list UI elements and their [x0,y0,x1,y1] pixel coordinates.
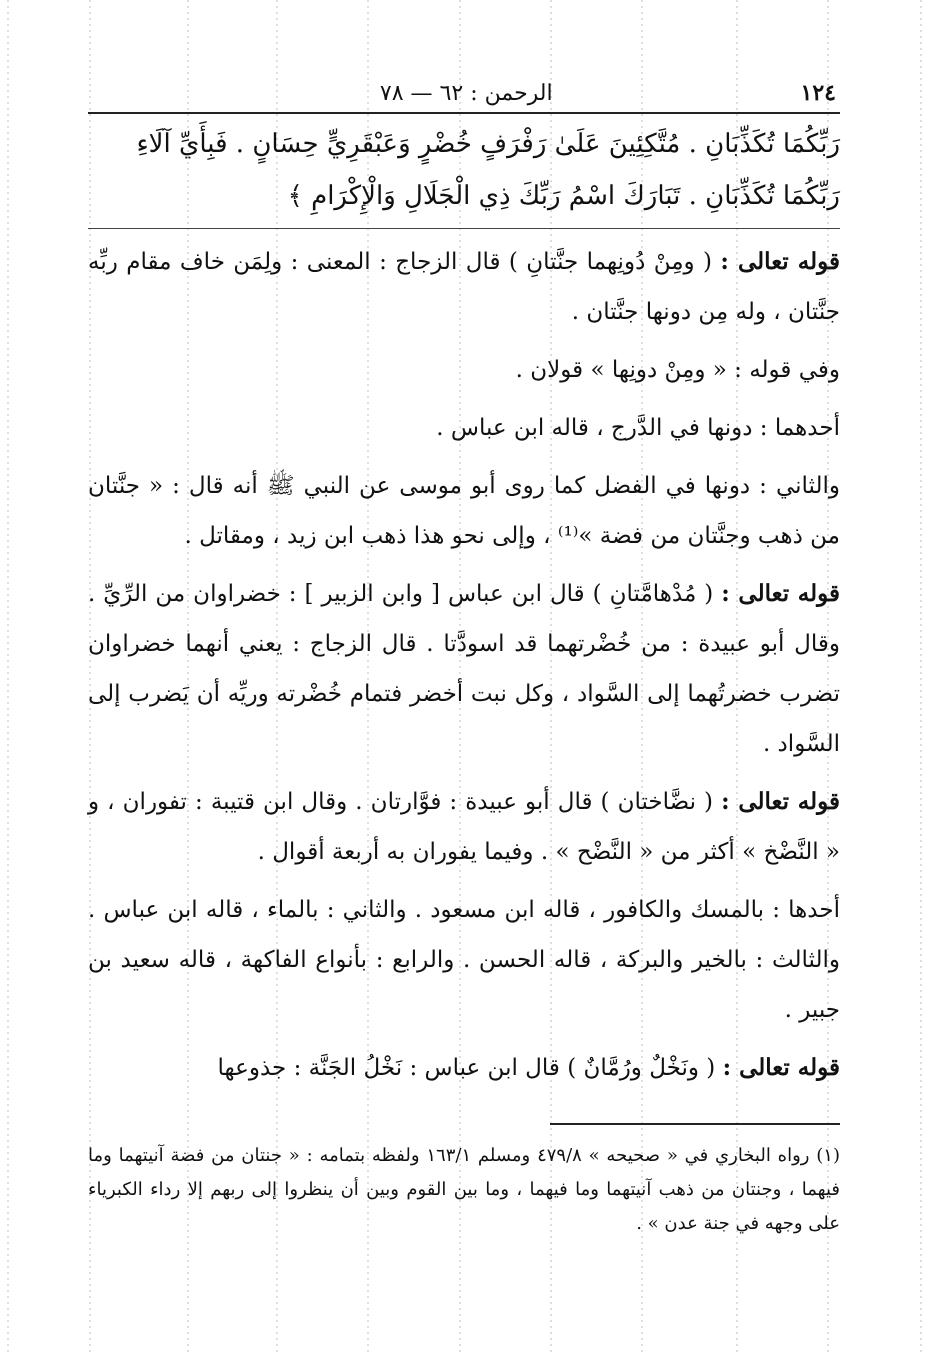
paragraph-text: ( نضَّاختان ) قال أبو عبيدة : فوَّارتان . وقال ابن قتيبة : تفوران ، و « النَّضْخ » أكثر من « النَّضْح » . وفيما يفوران به أربعة أقوال . [88,789,840,865]
commentary-paragraph [88,237,840,337]
paragraph-lead: قوله تعالى : [721,580,840,607]
paragraph-text: ( ونَخْلٌ ورُمَّانٌ ) قال ابن عباس : نَخْلُ الجَنَّة : جذوعها [217,1055,723,1081]
paragraph-text: ( مُدْهامَّتانِ ) قال ابن عباس [ وابن الزبير ] : خضراوان من الرِّيِّ . وقال أبو عبيدة : من خُضْرتهما قد اسودَّتا . قال الزجاج : يعني أنهما خضراوان تضرب خضرتُهما إلى السَّواد ، وكل نبت أخضر فتمام خُضْرته وريِّه أن يَضرب إلى السَّواد . [88,581,840,757]
footnotes [88,1139,840,1241]
paragraph-lead: قوله تعالى : [720,248,840,275]
paragraph-text: ( ومِنْ دُونِهما جنَّتانِ ) قال الزجاج : المعنى : ولِمَن خاف مقام ربِّه جنَّتان ، وله مِن دونها جنَّتان . [88,249,840,325]
paragraph-lead: قوله تعالى : [721,788,840,815]
commentary-paragraph [88,1043,840,1093]
paragraph-text: وفي قوله : « ومِنْ دونِها » قولان . [515,357,840,383]
commentary-paragraph [88,461,840,561]
commentary-paragraph [88,569,840,769]
page-number: ١٢٤ [800,80,836,106]
footnote-divider [550,1123,840,1125]
running-title: الرحمن : ٦٢ — ٧٨ [379,81,553,106]
paragraph-text: أحدها : بالمسك والكافور ، قاله ابن مسعود . والثاني : بالماء ، قاله ابن عباس . والثالث : بالخير والبركة ، قاله الحسن . والرابع : بأنواع الفاكهة ، قاله سعيد بن جبير . [88,897,840,1023]
verse-line: رَبِّكُمَا تُكَذِّبَانِ . تَبَارَكَ اسْمُ رَبِّكَ ذِي الْجَلَالِ وَالْإِكْرَامِ ﴾ [287,181,840,211]
commentary-paragraph [88,345,840,395]
commentary-paragraph [88,403,840,453]
book-page [88,80,840,1241]
footnote: (١) رواه البخاري في « صحيحه » ٤٧٩/٨ ومسلم ١٦٣/١ ولفظه بتمامه : « جنتان من فضة آنيتهما وما فيهما ، وجنتان من ذهب آنيتهما وما فيهما ، وما بين القوم وبين أن ينظروا إلى ربهم إلا رداء الكبرياء على وجهه في جنة عدن » . [88,1145,840,1234]
paragraph-text: أحدهما : دونها في الدَّرج ، قاله ابن عباس . [436,415,840,441]
page-header [88,80,840,114]
commentary-paragraph [88,777,840,877]
paragraph-text: والثاني : دونها في الفضل كما روى أبو موسى عن النبي ﷺ أنه قال : « جنَّتان من ذهب وجنَّتان من فضة »⁽¹⁾ ، وإلى نحو هذا ذهب ابن زيد ، ومقاتل . [88,473,840,549]
verse-line: رَبِّكُمَا تُكَذِّبَانِ . مُتَّكِئِينَ عَلَىٰ رَفْرَفٍ خُضْرٍ وَعَبْقَرِيٍّ حِسَانٍ . فَبِأَيِّ آلَاءِ [136,129,840,159]
commentary-paragraph [88,885,840,1035]
quran-verses [88,118,840,229]
paragraph-lead: قوله تعالى : [722,1054,840,1081]
